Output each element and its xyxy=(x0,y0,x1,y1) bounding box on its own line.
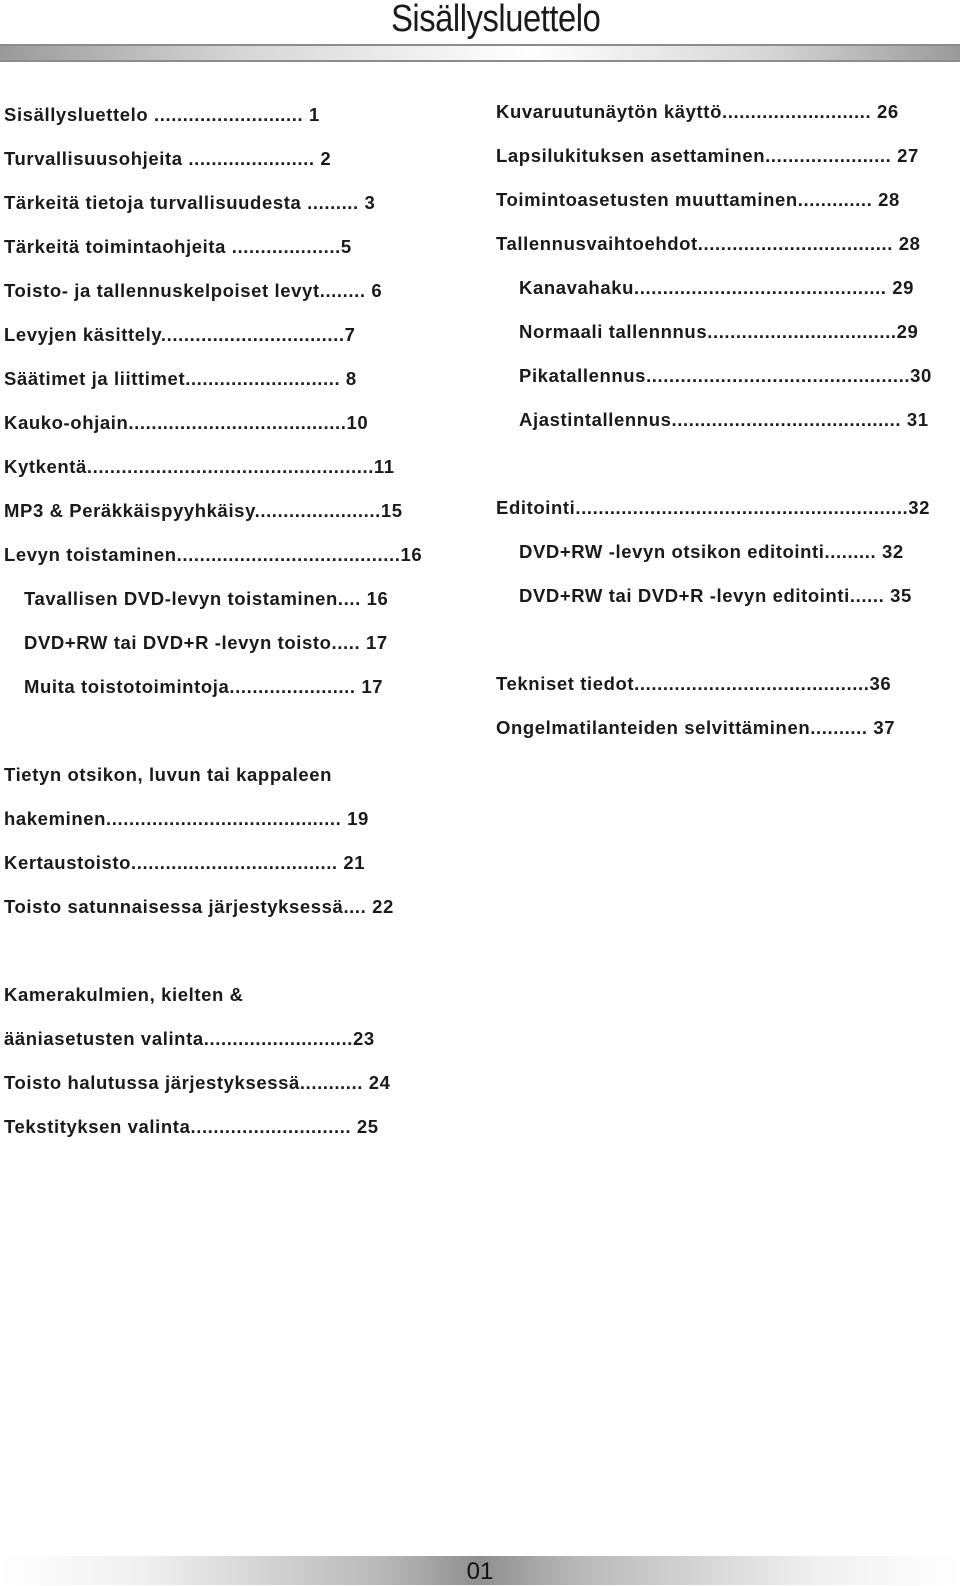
toc-entry[interactable]: DVD+RW tai DVD+R -levyn toisto..... 17 xyxy=(24,632,388,653)
toc-entry[interactable]: Levyjen käsittely................................7 xyxy=(4,324,356,345)
toc-entry[interactable]: Toisto halutussa järjestyksessä........... 24 xyxy=(4,1072,391,1093)
toc-entry[interactable]: Tekniset tiedot.........................................36 xyxy=(496,673,892,694)
toc-entry[interactable]: Toisto satunnaisessa järjestyksessä.... 22 xyxy=(4,896,394,917)
toc-entry[interactable]: Kuvaruutunäytön käyttö.......................... 26 xyxy=(496,101,899,122)
toc-entry[interactable]: Toimintoasetusten muuttaminen............. 28 xyxy=(496,189,900,210)
toc-entry[interactable]: DVD+RW tai DVD+R -levyn editointi...... 35 xyxy=(519,585,912,606)
toc-entry[interactable]: Lapsilukituksen asettaminen...................... 27 xyxy=(496,145,919,166)
toc-entry[interactable]: Tietyn otsikon, luvun tai kappaleen xyxy=(4,764,333,785)
toc-entry[interactable]: Tärkeitä toimintaohjeita ...................5 xyxy=(4,236,352,257)
toc-entry[interactable]: Editointi..........................................................32 xyxy=(496,497,931,518)
toc-entry[interactable]: hakeminen......................................... 19 xyxy=(4,808,369,829)
toc-entry[interactable]: Pikatallennus..............................................30 xyxy=(519,365,932,386)
toc-entry[interactable]: Normaali tallennnus.................................29 xyxy=(519,321,919,342)
toc-entry[interactable]: Kauko-ohjain......................................10 xyxy=(4,412,369,433)
toc-entry[interactable]: MP3 & Peräkkäispyyhkäisy......................15 xyxy=(4,500,403,521)
toc-entry[interactable]: Ongelmatilanteiden selvittäminen.......... 37 xyxy=(496,717,896,738)
toc-entry[interactable]: Säätimet ja liittimet........................... 8 xyxy=(4,368,357,389)
toc-entry[interactable]: Tekstityksen valinta............................ 25 xyxy=(4,1116,379,1137)
toc-entry[interactable]: Toisto- ja tallennuskelpoiset levyt........ 6 xyxy=(4,280,383,301)
toc-entry[interactable]: Tavallisen DVD-levyn toistaminen.... 16 xyxy=(24,588,389,609)
toc-entry[interactable]: Kamerakulmien, kielten & xyxy=(4,984,244,1005)
toc-entry[interactable]: Kertaustoisto.................................... 21 xyxy=(4,852,366,873)
toc-entry[interactable]: Tärkeitä tietoja turvallisuudesta ......... 3 xyxy=(4,192,376,213)
header-bar xyxy=(0,44,960,62)
toc-entry[interactable]: Kanavahaku............................................ 29 xyxy=(519,277,915,298)
toc-entry[interactable]: Muita toistotoimintoja...................... 17 xyxy=(24,676,384,697)
toc-entry[interactable]: Ajastintallennus........................................ 31 xyxy=(519,409,929,430)
toc-entry[interactable]: Tallennusvaihtoehdot.................................. 28 xyxy=(496,233,921,254)
toc-entry[interactable]: Sisällysluettelo .......................... 1 xyxy=(4,104,320,125)
toc-entry[interactable]: Turvallisuusohjeita ...................... 2 xyxy=(4,148,332,169)
toc-entry[interactable]: DVD+RW -levyn otsikon editointi......... 32 xyxy=(519,541,904,562)
toc-entry[interactable]: ääniasetusten valinta..........................23 xyxy=(4,1028,375,1049)
toc-entry[interactable]: Kytkentä..................................................11 xyxy=(4,456,395,477)
page-title: Sisällysluettelo xyxy=(390,0,600,40)
page-number: 01 xyxy=(466,1558,494,1585)
toc-entry[interactable]: Levyn toistaminen.......................................16 xyxy=(4,544,423,565)
